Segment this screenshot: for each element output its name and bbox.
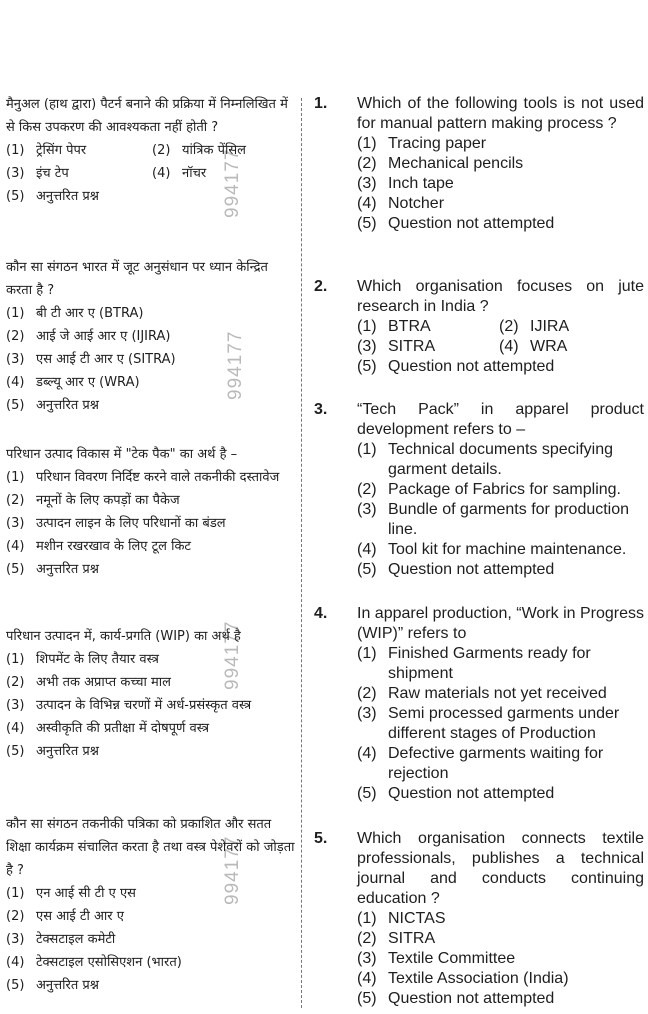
option-2 — [6, 671, 296, 694]
option-text: Defective garments waiting for rejection — [388, 745, 604, 782]
option-number: (5) — [6, 978, 25, 993]
option-1 — [357, 644, 644, 684]
option-text: उत्पादन के विभिन्न चरणों में अर्ध-प्रसंस्कृत वस्त्र — [36, 698, 252, 713]
column-divider — [301, 98, 302, 1008]
option-number: (3) — [357, 175, 377, 192]
option-5 — [357, 784, 644, 804]
option-number: (3) — [6, 516, 25, 531]
option-1 — [6, 139, 152, 162]
option-number: (5) — [357, 990, 377, 1007]
question-hindi-4 — [6, 625, 296, 763]
option-text: Textile Association (India) — [388, 970, 569, 987]
option-4 — [6, 371, 296, 394]
option-4 — [357, 744, 644, 784]
option-5 — [357, 357, 644, 377]
question-number: 2. — [314, 278, 328, 295]
option-text: शिपमेंट के लिए तैयार वस्त्र — [36, 652, 159, 667]
option-3 — [6, 694, 296, 717]
option-number: (5) — [6, 189, 25, 204]
option-text: Mechanical pencils — [388, 155, 524, 172]
option-1 — [357, 317, 499, 337]
option-text: Question not attempted — [388, 215, 555, 232]
option-number: (3) — [357, 338, 377, 355]
option-text: अनुत्तरित प्रश्न — [36, 744, 99, 759]
option-number: (5) — [357, 358, 377, 375]
option-4 — [357, 540, 644, 560]
option-number: (1) — [357, 318, 377, 335]
option-number: (2) — [357, 930, 377, 947]
option-1 — [357, 134, 644, 154]
option-5 — [357, 560, 644, 580]
question-stem: Which organisation focuses on jute research in India ? — [357, 278, 644, 315]
option-text: Tool kit for machine maintenance. — [388, 541, 627, 558]
option-4 — [6, 535, 296, 558]
option-number: (5) — [6, 744, 25, 759]
option-number: (4) — [357, 970, 377, 987]
option-text: Notcher — [388, 195, 445, 212]
option-1 — [6, 648, 296, 671]
option-number: (2) — [499, 318, 519, 335]
option-number: (5) — [6, 398, 25, 413]
option-4 — [6, 951, 296, 974]
option-text: Tracing paper — [388, 135, 487, 152]
option-3 — [6, 512, 296, 535]
option-number: (3) — [6, 932, 25, 947]
option-3 — [357, 337, 499, 357]
question-hindi-5 — [6, 813, 296, 997]
option-text: टेक्सटाइल एसोसिएशन (भारत) — [36, 955, 182, 970]
question-stem: परिधान उत्पाद विकास में "टेक पैक" का अर्थ है – — [6, 447, 238, 462]
option-3 — [6, 162, 152, 185]
option-2 — [152, 139, 246, 162]
option-5 — [6, 974, 296, 997]
option-text: Technical documents specifying garment details. — [388, 441, 614, 478]
option-number: (4) — [357, 745, 377, 762]
option-text: Textile Committee — [388, 950, 516, 967]
option-text: Question not attempted — [388, 990, 555, 1007]
option-text: अनुत्तरित प्रश्न — [36, 562, 99, 577]
option-text: SITRA — [388, 338, 436, 355]
option-number: (2) — [6, 909, 25, 924]
option-text: ट्रेसिंग पेपर — [36, 143, 87, 158]
option-number: (5) — [357, 215, 377, 232]
option-text: अनुत्तरित प्रश्न — [36, 978, 99, 993]
option-number: (2) — [357, 685, 377, 702]
option-4 — [152, 162, 206, 185]
option-2 — [357, 684, 644, 704]
option-number: (4) — [6, 539, 25, 554]
option-2 — [6, 905, 296, 928]
question-number: 4. — [314, 605, 328, 622]
watermark: 994177 — [222, 835, 243, 905]
option-1 — [6, 466, 296, 489]
question-english-5 — [314, 829, 644, 1009]
option-text: एन आई सी टी ए एस — [36, 886, 136, 901]
option-4 — [357, 194, 644, 214]
question-english-2 — [314, 277, 644, 377]
question-number: 3. — [314, 401, 328, 418]
option-text: Semi processed garments under different stages of Production — [388, 705, 620, 742]
option-text: अनुत्तरित प्रश्न — [36, 189, 99, 204]
option-number: (2) — [152, 143, 171, 158]
option-number: (5) — [6, 562, 25, 577]
option-text: अभी तक अप्राप्त कच्चा माल — [36, 675, 171, 690]
option-text: एस आई टी आर ए (SITRA) — [36, 352, 176, 367]
option-text: NICTAS — [388, 910, 446, 927]
option-text: एस आई टी आर ए — [36, 909, 124, 924]
question-hindi-2 — [6, 256, 296, 417]
option-text: IJIRA — [530, 318, 570, 335]
question-english-3 — [314, 400, 644, 580]
option-text: Finished Garments ready for shipment — [388, 645, 591, 682]
option-number: (3) — [6, 166, 25, 181]
option-text: बी टी आर ए (BTRA) — [36, 306, 144, 321]
option-5 — [6, 185, 296, 208]
option-text: टेक्सटाइल कमेटी — [36, 932, 116, 947]
option-5 — [6, 558, 296, 581]
option-5 — [6, 740, 296, 763]
option-1 — [357, 440, 644, 480]
option-number: (1) — [6, 306, 25, 321]
option-number: (3) — [357, 501, 377, 518]
option-text: Question not attempted — [388, 785, 555, 802]
option-number: (4) — [357, 541, 377, 558]
option-2 — [6, 489, 296, 512]
option-number: (1) — [357, 645, 377, 662]
option-text: Question not attempted — [388, 358, 555, 375]
option-3 — [357, 174, 644, 194]
option-number: (2) — [357, 481, 377, 498]
option-text: नमूनों के लिए कपड़ों का पैकेज — [36, 493, 180, 508]
option-number: (1) — [6, 143, 25, 158]
option-2 — [6, 325, 296, 348]
option-number: (3) — [6, 352, 25, 367]
option-number: (2) — [6, 493, 25, 508]
question-stem: परिधान उत्पादन में, कार्य-प्रगति (WIP) का अर्थ है — [6, 629, 241, 644]
option-text: BTRA — [388, 318, 431, 335]
option-5 — [357, 214, 644, 234]
option-text: Raw materials not yet received — [388, 685, 607, 702]
option-number: (4) — [152, 166, 171, 181]
option-text: Question not attempted — [388, 561, 555, 578]
option-1 — [357, 909, 644, 929]
option-number: (3) — [6, 698, 25, 713]
option-2 — [357, 929, 644, 949]
option-3 — [357, 500, 644, 540]
question-stem: In apparel production, “Work in Progress (WIP)” refers to — [357, 605, 644, 642]
option-3 — [6, 928, 296, 951]
option-text: उत्पादन लाइन के लिए परिधानों का बंडल — [36, 516, 226, 531]
option-4 — [357, 969, 644, 989]
question-stem: मैनुअल (हाथ द्वारा) पैटर्न बनाने की प्रक्रिया में निम्नलिखित में से किस उपकरण की आवश्यकता नहीं होती ? — [6, 97, 288, 135]
option-text: आई जे आई आर ए (IJIRA) — [36, 329, 171, 344]
option-text: अनुत्तरित प्रश्न — [36, 398, 99, 413]
question-english-1 — [314, 94, 644, 234]
option-number: (2) — [357, 155, 377, 172]
option-text: SITRA — [388, 930, 436, 947]
option-number: (5) — [357, 785, 377, 802]
option-number: (2) — [6, 329, 25, 344]
option-3 — [357, 704, 644, 744]
option-number: (4) — [6, 375, 25, 390]
option-number: (1) — [6, 652, 25, 667]
option-text: यांत्रिक पेंसिल — [182, 143, 246, 158]
question-number: 1. — [314, 95, 328, 112]
option-text: अस्वीकृति की प्रतीक्षा में दोषपूर्ण वस्त्र — [36, 721, 210, 736]
option-text: Bundle of garments for production line. — [388, 501, 630, 538]
option-3 — [6, 348, 296, 371]
option-2 — [499, 317, 569, 337]
option-number: (1) — [357, 135, 377, 152]
question-stem: Which organisation connects textile professionals, publishes a technical journal and conducts continuing education ? — [357, 830, 644, 907]
option-number: (3) — [357, 950, 377, 967]
option-text: इंच टेप — [36, 166, 69, 181]
question-hindi-1 — [6, 93, 296, 208]
option-4 — [499, 337, 567, 357]
option-2 — [357, 480, 644, 500]
question-number: 5. — [314, 830, 328, 847]
option-text: मशीन रखरखाव के लिए टूल किट — [36, 539, 191, 554]
option-number: (4) — [357, 195, 377, 212]
option-number: (1) — [6, 886, 25, 901]
option-text: WRA — [530, 338, 568, 355]
option-5 — [357, 989, 644, 1009]
watermark: 994177 — [222, 620, 243, 690]
question-stem: कौन सा संगठन तकनीकी पत्रिका को प्रकाशित और सतत शिक्षा कार्यक्रम संचालित करता है तथा वस्त्र पेशेवरों को जोड़ता है ? — [6, 817, 295, 878]
option-1 — [6, 882, 296, 905]
option-3 — [357, 949, 644, 969]
option-text: परिधान विवरण निर्दिष्ट करने वाले तकनीकी दस्तावेज — [36, 470, 280, 485]
option-number: (2) — [6, 675, 25, 690]
option-text: डब्ल्यू आर ए (WRA) — [36, 375, 140, 390]
option-number: (1) — [357, 441, 377, 458]
option-text: Package of Fabrics for sampling. — [388, 481, 621, 498]
option-number: (1) — [357, 910, 377, 927]
question-stem: “Tech Pack” in apparel product development refers to – — [357, 401, 644, 438]
option-number: (3) — [357, 705, 377, 722]
option-2 — [357, 154, 644, 174]
watermark: 994177 — [222, 148, 243, 218]
option-number: (4) — [6, 955, 25, 970]
option-5 — [6, 394, 296, 417]
option-number: (1) — [6, 470, 25, 485]
question-english-4 — [314, 604, 644, 804]
option-number: (4) — [6, 721, 25, 736]
option-number: (5) — [357, 561, 377, 578]
option-4 — [6, 717, 296, 740]
watermark: 994177 — [225, 330, 246, 400]
option-text: नॉचर — [182, 166, 207, 181]
question-hindi-3 — [6, 443, 296, 581]
question-stem: Which of the following tools is not used for manual pattern making process ? — [357, 95, 644, 132]
option-number: (4) — [499, 338, 519, 355]
option-1 — [6, 302, 296, 325]
question-stem: कौन सा संगठन भारत में जूट अनुसंधान पर ध्यान केन्द्रित करता है ? — [6, 260, 268, 298]
option-text: Inch tape — [388, 175, 454, 192]
